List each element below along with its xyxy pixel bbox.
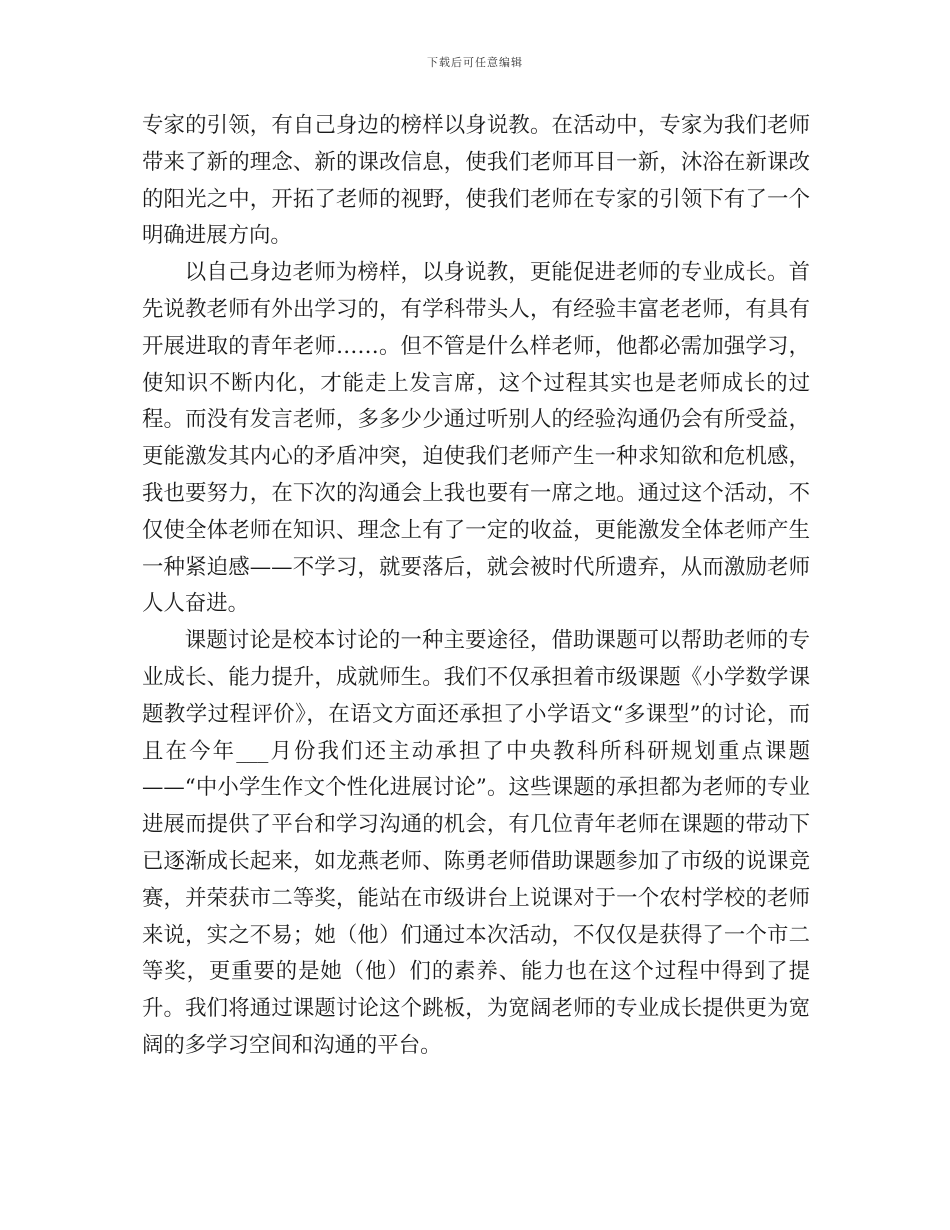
document-body <box>142 108 810 1065</box>
page-header-note: 下载后可任意编辑 <box>427 56 523 69</box>
paragraph-research-topics: 课题讨论是校本讨论的一种主要途径，借助课题可以帮助老师的专业成长、能力提升，成就师生。我们不仅承担着市级课题《小学数学课题教学过程评价》，在语文方面还承担了小学语文“多课型”的讨论，而且在今年___月份我们还主动承担了中央教科所科研规划重点课题——“中小学生作文个性化进展讨论”。这些课题的承担都为老师的专业进展而提供了平台和学习沟通的机会，有几位青年老师在课题的带动下已逐渐成长起来，如龙燕老师、陈勇老师借助课题参加了市级的说课竞赛，并荣获市二等奖，能站在市级讲台上说课对于一个农村学校的老师来说，实之不易；她（他）们通过本次活动，不仅仅是获得了一个市二等奖，更重要的是她（他）们的素养、能力也在这个过程中得到了提升。我们将通过课题讨论这个跳板，为宽阔老师的专业成长提供更为宽阔的多学习空间和沟通的平台。 <box>142 628 810 1058</box>
paragraph-continued: 专家的引领，有自己身边的榜样以身说教。在活动中，专家为我们老师带来了新的理念、新的课改信息，使我们老师耳目一新，沐浴在新课改的阳光之中，开拓了老师的视野，使我们老师在专家的引领下有了一个明确进展方向。 <box>142 113 810 249</box>
paragraph-role-models: 以自己身边老师为榜样，以身说教，更能促进老师的专业成长。首先说教老师有外出学习的，有学科带头人，有经验丰富老老师，有具有开展进取的青年老师……。但不管是什么样老师，他都必需加强学习，使知识不断内化，才能走上发言席，这个过程其实也是老师成长的过程。而没有发言老师，多多少少通过听别人的经验沟通仍会有所受益，更能激发其内心的矛盾冲突，迫使我们老师产生一种求知欲和危机感，我也要努力，在下次的沟通会上我也要有一席之地。通过这个活动，不仅使全体老师在知识、理念上有了一定的收益，更能激发全体老师产生一种紧迫感——不学习，就要落后，就会被时代所遗弃，从而激励老师人人奋进。 <box>142 260 810 617</box>
